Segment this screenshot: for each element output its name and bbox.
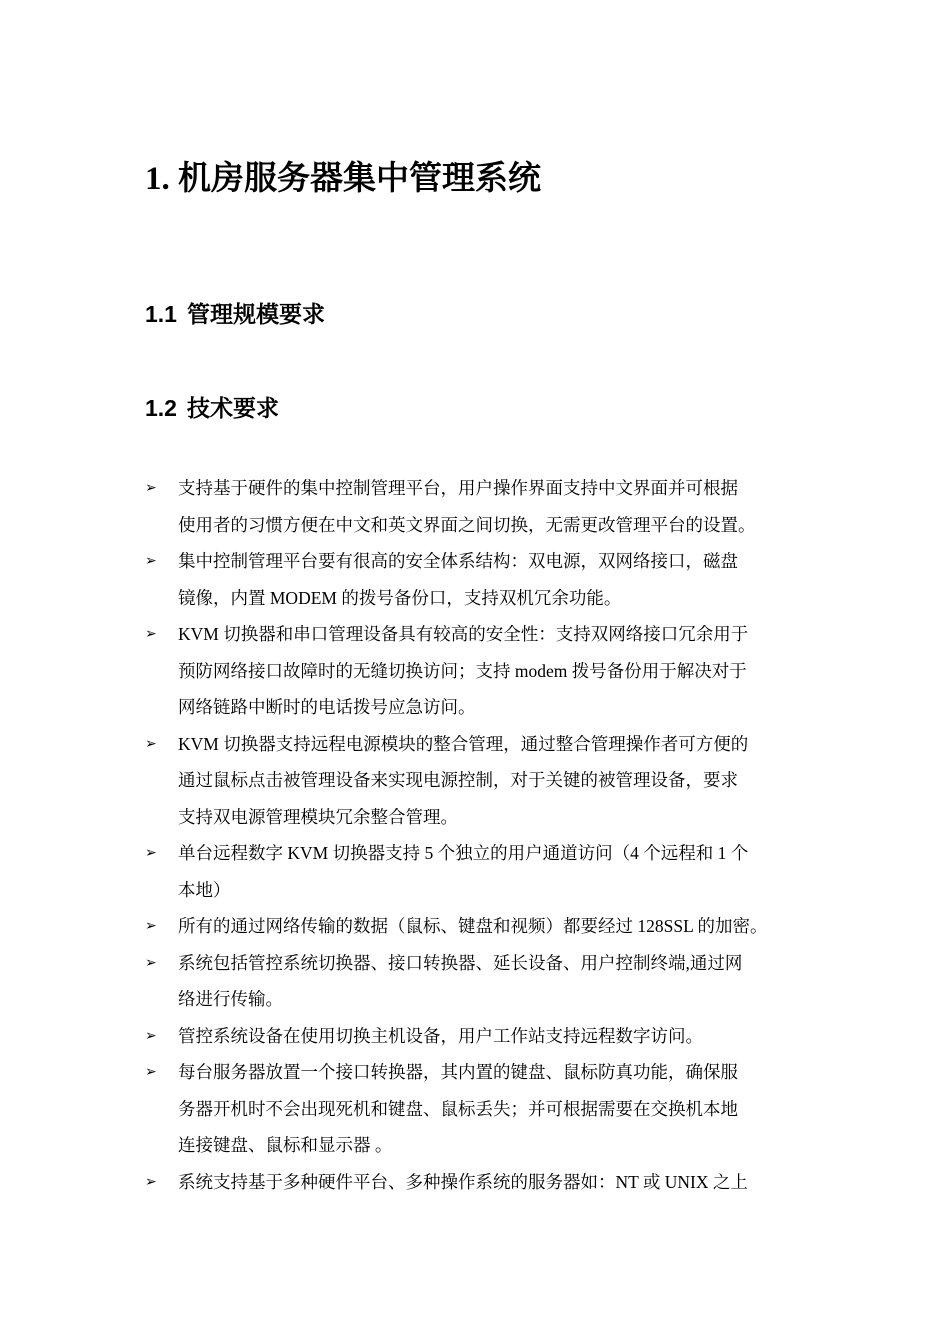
section-number: 1.1 (145, 301, 177, 327)
list-item (145, 945, 835, 1018)
arrow-bullet-icon: ➢ (145, 918, 157, 934)
section-number: 1.2 (145, 395, 177, 421)
list-item (145, 470, 835, 543)
section-title: 技术要求 (186, 395, 279, 421)
section-title: 管理规模要求 (186, 301, 325, 327)
requirements-list (145, 470, 835, 1200)
list-item-text: KVM 切换器支持远程电源模块的整合管理，通过整合管理操作者可方便的 通过鼠标点击被管理设备来实现电源控制，对于关键的被管理设备，要求 支持双电源管理模块冗余整合管理。 (178, 733, 749, 827)
section-heading-1-1 (145, 298, 325, 330)
section-heading-1-2 (145, 392, 279, 424)
list-item-text: 管控系统设备在使用切换主机设备，用户工作站支持远程数字访问。 (178, 1025, 703, 1046)
list-item-text: 系统包括管控系统切换器、接口转换器、延长设备、用户控制终端,通过网 络进行传输。 (178, 952, 743, 1009)
document-title: 1. 机房服务器集中管理系统 (145, 161, 541, 197)
arrow-bullet-icon: ➢ (145, 1027, 157, 1044)
arrow-bullet-icon: ➢ (145, 1173, 157, 1190)
list-item-text: 集中控制管理平台要有很高的安全体系结构：双电源，双网络接口，磁盘 镜像，内置 MODEM 的拨号备份口，支持双机冗余功能。 (178, 551, 738, 608)
list-item (145, 1018, 835, 1055)
list-item (145, 726, 835, 836)
list-item-text: 支持基于硬件的集中控制管理平台，用户操作界面支持中文界面并可根据 使用者的习惯方便在中文和英文界面之间切换，无需更改管理平台的设置。 (178, 478, 756, 535)
arrow-bullet-icon: ➢ (145, 735, 157, 752)
list-item-text: 每台服务器放置一个接口转换器，其内置的键盘、鼠标防真功能，确保服 务器开机时不会出现死机和键盘、鼠标丢失；并可根据需要在交换机本地 连接键盘、鼠标和显示器 。 (178, 1062, 738, 1155)
list-item (145, 835, 835, 908)
list-item (145, 1164, 835, 1201)
list-item (145, 543, 835, 616)
list-item-text: 系统支持基于多种硬件平台、多种操作系统的服务器如：NT 或 UNIX 之上 (178, 1171, 748, 1192)
list-item (145, 616, 835, 726)
arrow-bullet-icon: ➢ (145, 480, 157, 496)
list-item-text: 单台远程数字 KVM 切换器支持 5 个独立的用户通道访问（4 个远程和 1 个 本地） (178, 843, 749, 900)
arrow-bullet-icon: ➢ (145, 553, 157, 569)
arrow-bullet-icon: ➢ (145, 626, 157, 642)
arrow-bullet-icon: ➢ (145, 954, 157, 971)
arrow-bullet-icon: ➢ (145, 1064, 157, 1080)
arrow-bullet-icon: ➢ (145, 845, 157, 861)
list-item (145, 1054, 835, 1164)
list-item-text: 所有的通过网络传输的数据（鼠标、键盘和视频）都要经过 128SSL 的加密。 (178, 916, 768, 936)
list-item-text: KVM 切换器和串口管理设备具有较高的安全性：支持双网络接口冗余用于 预防网络接口故障时的无缝切换访问；支持 modem 拨号备份用于解决对于 网络链路中断时的电话拨号应急访问。 (178, 624, 749, 717)
list-item (145, 908, 835, 945)
